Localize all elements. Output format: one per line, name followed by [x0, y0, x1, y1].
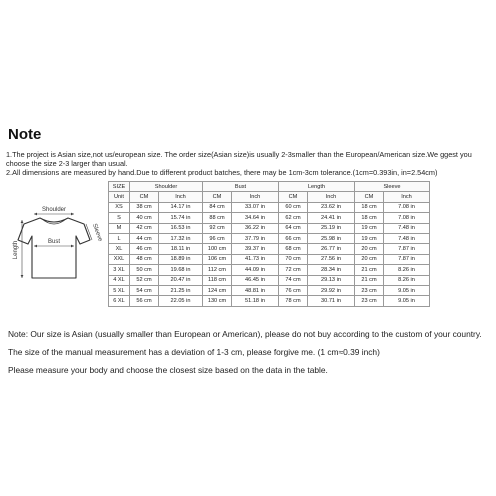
header-shoulder: Shoulder [130, 182, 203, 192]
tshirt-outline [18, 218, 90, 278]
table-cell: 7.48 in [384, 233, 430, 243]
table-cell: 41.73 in [232, 254, 279, 264]
header-length: Length [279, 182, 355, 192]
footer-line-3: Please measure your body and choose the closest size based on the data in the table. [8, 365, 328, 375]
table-cell: 124 cm [203, 285, 232, 295]
diagram-sleeve-label: Sleeve [90, 223, 103, 243]
table-cell: 7.48 in [384, 223, 430, 233]
table-cell: 21 cm [355, 265, 384, 275]
table-cell: 29.13 in [308, 275, 355, 285]
table-cell: 28.34 in [308, 265, 355, 275]
table-cell: 21 cm [355, 275, 384, 285]
size-label-cell: 4 XL [109, 275, 130, 285]
diagram-length-label: Length [13, 240, 19, 260]
table-cell: 78 cm [279, 296, 308, 306]
note-line-1: 1.The project is Asian size,not us/european size. The order size(Asian size)is usually 2-3smaller than the European/American size.We ggest you choose the size 2-3 larger than usual. [6, 150, 472, 168]
subheader-cell: CM [203, 192, 232, 202]
table-row [109, 265, 430, 275]
table-cell: 8.26 in [384, 265, 430, 275]
table-row [109, 202, 430, 212]
table-cell: 40 cm [130, 213, 159, 223]
size-label-cell: 5 XL [109, 285, 130, 295]
table-row [109, 254, 430, 264]
header-bust: Bust [203, 182, 279, 192]
table-cell: 16.53 in [159, 223, 203, 233]
table-cell: 51.18 in [232, 296, 279, 306]
table-cell: 17.32 in [159, 233, 203, 243]
table-cell: 46.45 in [232, 275, 279, 285]
table-cell: 44 cm [130, 233, 159, 243]
table-row [109, 233, 430, 243]
table-cell: 76 cm [279, 285, 308, 295]
table-cell: 15.74 in [159, 213, 203, 223]
subheader-cell: Inch [159, 192, 203, 202]
table-cell: 9.05 in [384, 285, 430, 295]
table-cell: 24.41 in [308, 213, 355, 223]
table-cell: 60 cm [279, 202, 308, 212]
size-label-cell: S [109, 213, 130, 223]
table-cell: 29.92 in [308, 285, 355, 295]
table-cell: 18 cm [355, 202, 384, 212]
size-label-cell: XL [109, 244, 130, 254]
table-cell: 46 cm [130, 244, 159, 254]
header-size: SIZE [109, 182, 130, 192]
table-cell: 38 cm [130, 202, 159, 212]
tshirt-diagram [4, 200, 104, 290]
table-row [109, 244, 430, 254]
table-cell: 48.81 in [232, 285, 279, 295]
size-label-cell: XS [109, 202, 130, 212]
table-cell: 74 cm [279, 275, 308, 285]
table-cell: 92 cm [203, 223, 232, 233]
table-cell: 34.64 in [232, 213, 279, 223]
diagram-shoulder-label: Shoulder [41, 207, 67, 213]
table-cell: 21.25 in [159, 285, 203, 295]
table-cell: 39.37 in [232, 244, 279, 254]
table-cell: 118 cm [203, 275, 232, 285]
table-cell: 62 cm [279, 213, 308, 223]
table-cell: 19 cm [355, 223, 384, 233]
table-cell: 84 cm [203, 202, 232, 212]
table-cell: 72 cm [279, 265, 308, 275]
table-cell: 130 cm [203, 296, 232, 306]
table-cell: 50 cm [130, 265, 159, 275]
table-cell: 7.08 in [384, 213, 430, 223]
table-cell: 18 cm [355, 213, 384, 223]
size-label-cell: XXL [109, 254, 130, 264]
table-cell: 33.07 in [232, 202, 279, 212]
table-cell: 26.77 in [308, 244, 355, 254]
subheader-cell: Unit [109, 192, 130, 202]
table-cell: 66 cm [279, 233, 308, 243]
table-cell: 27.56 in [308, 254, 355, 264]
table-cell: 20.47 in [159, 275, 203, 285]
table-cell: 7.87 in [384, 244, 430, 254]
table-cell: 7.08 in [384, 202, 430, 212]
subheader-cell: Inch [384, 192, 430, 202]
table-cell: 48 cm [130, 254, 159, 264]
table-cell: 54 cm [130, 285, 159, 295]
table-cell: 52 cm [130, 275, 159, 285]
table-cell: 37.79 in [232, 233, 279, 243]
subheader-cell: Inch [232, 192, 279, 202]
table-cell: 106 cm [203, 254, 232, 264]
size-label-cell: 6 XL [109, 296, 130, 306]
note-line-2: 2.All dimensions are measured by hand.Due to different product batches, there may be 1cm-3cm tolerance.(1cm=0.393in, in=2.54cm) [6, 168, 438, 177]
subheader-cell: CM [130, 192, 159, 202]
table-header-row [109, 182, 430, 192]
table-cell: 68 cm [279, 244, 308, 254]
table-row [109, 213, 430, 223]
table-cell: 96 cm [203, 233, 232, 243]
table-cell: 22.05 in [159, 296, 203, 306]
footer-line-2: The size of the manual measurement has a deviation of 1-3 cm, please forgive me. (1 cm≈0.39 inch) [8, 347, 380, 357]
table-cell: 23.62 in [308, 202, 355, 212]
notes-block [6, 150, 492, 177]
subheader-cell: CM [355, 192, 384, 202]
size-label-cell: 3 XL [109, 265, 130, 275]
size-label-cell: M [109, 223, 130, 233]
table-cell: 7.87 in [384, 254, 430, 264]
table-cell: 42 cm [130, 223, 159, 233]
header-sleeve: Sleeve [355, 182, 430, 192]
table-cell: 19.68 in [159, 265, 203, 275]
table-cell: 64 cm [279, 223, 308, 233]
table-subheader-row [109, 192, 430, 202]
table-cell: 8.26 in [384, 275, 430, 285]
table-cell: 20 cm [355, 244, 384, 254]
table-cell: 18.89 in [159, 254, 203, 264]
table-cell: 30.71 in [308, 296, 355, 306]
footer-line-1: Note: Our size is Asian (usually smaller than European or American), please do not buy according to the custom of your country. [8, 329, 482, 339]
table-cell: 25.19 in [308, 223, 355, 233]
table-cell: 100 cm [203, 244, 232, 254]
table-cell: 19 cm [355, 233, 384, 243]
table-cell: 23 cm [355, 296, 384, 306]
table-cell: 25.98 in [308, 233, 355, 243]
diagram-bust-label: Bust [47, 239, 61, 245]
table-cell: 36.22 in [232, 223, 279, 233]
table-cell: 112 cm [203, 265, 232, 275]
table-cell: 70 cm [279, 254, 308, 264]
table-cell: 14.17 in [159, 202, 203, 212]
subheader-cell: CM [279, 192, 308, 202]
size-label-cell: L [109, 233, 130, 243]
subheader-cell: Inch [308, 192, 355, 202]
footer-notes [8, 325, 494, 379]
note-title: Note [8, 126, 42, 143]
table-row [109, 296, 430, 306]
table-row [109, 285, 430, 295]
table-cell: 18.11 in [159, 244, 203, 254]
table-row [109, 223, 430, 233]
table-cell: 56 cm [130, 296, 159, 306]
table-cell: 20 cm [355, 254, 384, 264]
table-row [109, 275, 430, 285]
table-cell: 44.09 in [232, 265, 279, 275]
table-cell: 23 cm [355, 285, 384, 295]
table-cell: 88 cm [203, 213, 232, 223]
size-table [108, 181, 430, 307]
table-cell: 9.05 in [384, 296, 430, 306]
